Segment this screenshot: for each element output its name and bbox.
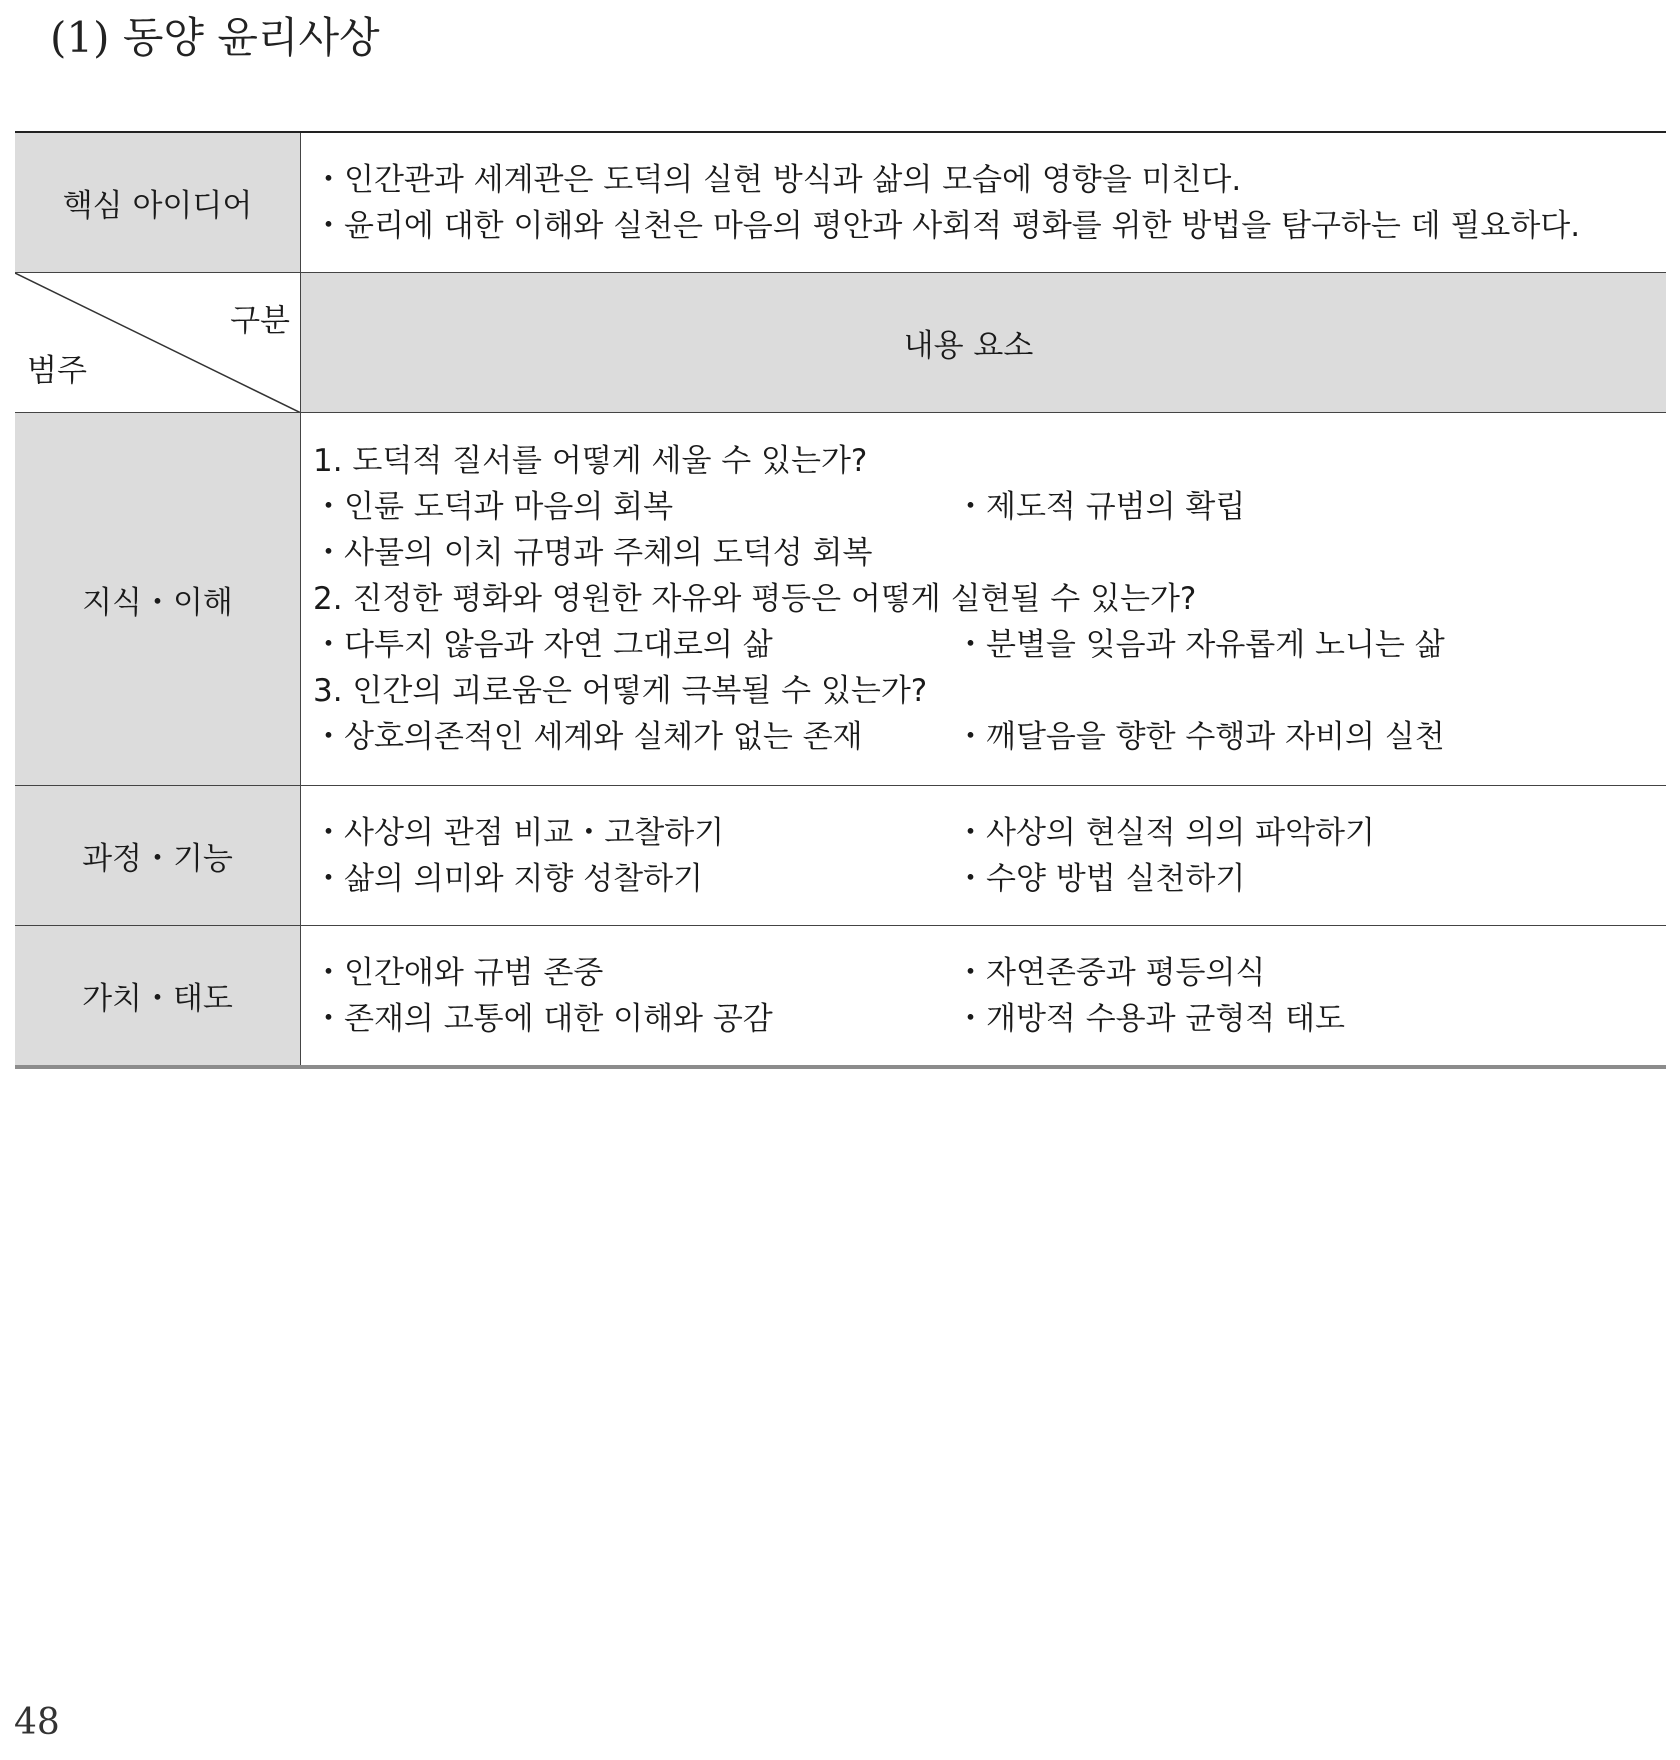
content-item: ・제도적 규범의 확립 bbox=[955, 489, 1246, 525]
content-item: ・존재의 고통에 대한 이해와 공감 bbox=[313, 1000, 773, 1037]
section-title: (1) 동양 윤리사상 bbox=[50, 13, 380, 62]
curriculum-table bbox=[15, 131, 1666, 1069]
content-item: ・자연존중과 평등의식 bbox=[955, 954, 1266, 991]
content-item: ・상호의존적인 세계와 실체가 없는 존재 bbox=[313, 719, 863, 755]
diagonal-line bbox=[15, 273, 301, 413]
content-pair-row bbox=[313, 484, 1666, 530]
core-idea-content bbox=[301, 133, 1666, 273]
inquiry-question: 2. 진정한 평화와 영원한 자유와 평등은 어떻게 실현될 수 있는가? bbox=[313, 581, 1197, 617]
content-pair-row bbox=[313, 996, 1666, 1042]
content-item: ・사상의 관점 비교・고찰하기 bbox=[313, 814, 725, 851]
content-pair-row bbox=[313, 714, 1666, 760]
process-content bbox=[301, 786, 1666, 926]
content-item: ・삶의 의미와 지향 성찰하기 bbox=[313, 860, 703, 897]
content-pair-row bbox=[313, 810, 1666, 856]
content-item: ・인간애와 규범 존중 bbox=[313, 954, 604, 991]
content-item: ・인륜 도덕과 마음의 회복 bbox=[313, 489, 674, 525]
process-label: 과정・기능 bbox=[15, 786, 301, 926]
content-elements-header: 내용 요소 bbox=[301, 273, 1666, 413]
core-idea-item: ・윤리에 대한 이해와 실천은 마음의 평안과 사회적 평화를 위한 방법을 탐구하는 데 필요하다. bbox=[313, 207, 1581, 244]
values-content bbox=[301, 926, 1666, 1065]
header-category-label: 범주 bbox=[27, 353, 87, 389]
content-item: ・다투지 않음과 자연 그대로의 삶 bbox=[313, 627, 773, 663]
content-pair-row bbox=[313, 856, 1666, 902]
inquiry-question: 3. 인간의 괴로움은 어떻게 극복될 수 있는가? bbox=[313, 673, 928, 709]
content-pair-row bbox=[313, 622, 1666, 668]
page-number: 48 bbox=[14, 1702, 60, 1743]
content-item: ・수양 방법 실천하기 bbox=[955, 860, 1246, 897]
core-idea-item: ・인간관과 세계관은 도덕의 실현 방식과 삶의 모습에 영향을 미친다. bbox=[313, 161, 1242, 198]
core-idea-label: 핵심 아이디어 bbox=[15, 133, 301, 273]
inquiry-question: 1. 도덕적 질서를 어떻게 세울 수 있는가? bbox=[313, 443, 868, 479]
content-item: ・깨달음을 향한 수행과 자비의 실천 bbox=[955, 719, 1445, 755]
knowledge-label: 지식・이해 bbox=[15, 413, 301, 786]
content-pair-row bbox=[313, 950, 1666, 996]
knowledge-content bbox=[301, 413, 1666, 786]
content-item: ・분별을 잊음과 자유롭게 노니는 삶 bbox=[955, 627, 1445, 663]
header-division-label: 구분 bbox=[230, 303, 290, 339]
diagonal-header-cell bbox=[15, 273, 301, 413]
content-item: ・개방적 수용과 균형적 태도 bbox=[955, 1000, 1345, 1037]
values-label: 가치・태도 bbox=[15, 926, 301, 1065]
content-item: ・사물의 이치 규명과 주체의 도덕성 회복 bbox=[313, 535, 873, 571]
content-item: ・사상의 현실적 의의 파악하기 bbox=[955, 814, 1375, 851]
